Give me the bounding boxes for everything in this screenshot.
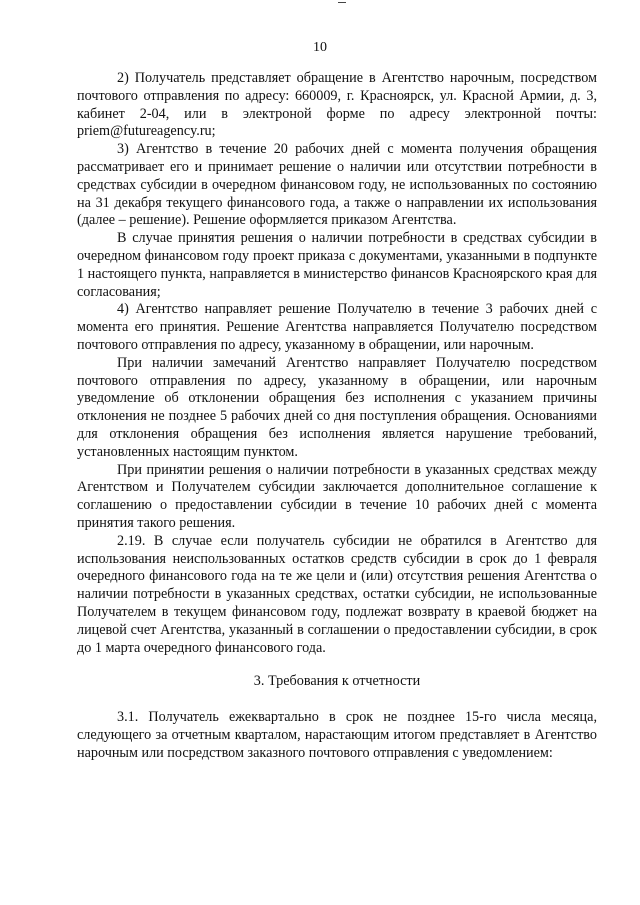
paragraph-remarks: При наличии замечаний Агентство направляет Получателю посредством почтового отправления по адресу, указанному в обращении, или нарочным уведомление об отклонении обращения без исполнения с указанием причины отклонения не позднее 5 рабочих дней со дня поступления обращения. Основаниями для отклонения обращения без исполнения является нарушение требований, установленных настоящим пунктом. bbox=[77, 354, 597, 460]
paragraph-2-19: 2.19. В случае если получатель субсидии не обратился в Агентство для использования неиспользованных остатков средств субсидии в срок до 1 февраля очередного финансового года на те же цели и (или) отсутствия решения Агентства о наличии потребности в указанных средствах, остатки субсидии, не использованные Получателем в текущем финансовом году, подлежат возврату в краевой бюджет на лицевой счет Агентства, указанный в соглашении о предоставлении субсидии, в срок до 1 марта очередного финансового года. bbox=[77, 532, 597, 656]
paragraph-item-3: 3) Агентство в течение 20 рабочих дней с момента получения обращения рассматривает его и принимает решение о наличии или отсутствии потребности в средствах субсидии в очередном финансовом году, не использованных по состоянию на 31 декабря текущего финансового года, а также о направлении их использования (далее – решение). Решение оформляется приказом Агентства. bbox=[77, 141, 597, 229]
paragraph-agreement: При принятии решения о наличии потребности в указанных средствах между Агентством и Получателем субсидии заключается дополнительное соглашение к соглашению о предоставлении субсидии в течение 10 рабочих дней с момента принятия такого решения. bbox=[77, 461, 597, 531]
paragraph-approval: В случае принятия решения о наличии потребности в средствах субсидии в очередном финансовом году проект приказа с документами, указанными в подпункте 1 настоящего пункта, направляется в министерство финансов Красноярского края для согласования; bbox=[77, 230, 597, 300]
paragraph-item-4: 4) Агентство направляет решение Получателю в течение 3 рабочих дней с момента его принятия. Решение Агентства направляется Получателю посредством почтового отправления по адресу, указанному в обращении, или нарочным. bbox=[77, 301, 597, 353]
page-number: 10 bbox=[313, 40, 327, 55]
scan-mark bbox=[338, 2, 346, 3]
paragraph-3-1: 3.1. Получатель ежеквартально в срок не позднее 15-го числа месяца, следующего за отчетным кварталом, нарастающим итогом представляет в Агентство нарочным или посредством заказного почтового отправления с уведомлением: bbox=[77, 709, 597, 761]
paragraph-item-2: 2) Получатель представляет обращение в Агентство нарочным, посредством почтового отправления по адресу: 660009, г. Красноярск, ул. Красной Армии, д. 3, кабинет 2-04, или в электроной форме по адресу электронной почты: priem@futureagency.ru; bbox=[77, 70, 597, 140]
document-body bbox=[77, 70, 597, 762]
section-heading: 3. Требования к отчетности bbox=[253, 673, 421, 690]
